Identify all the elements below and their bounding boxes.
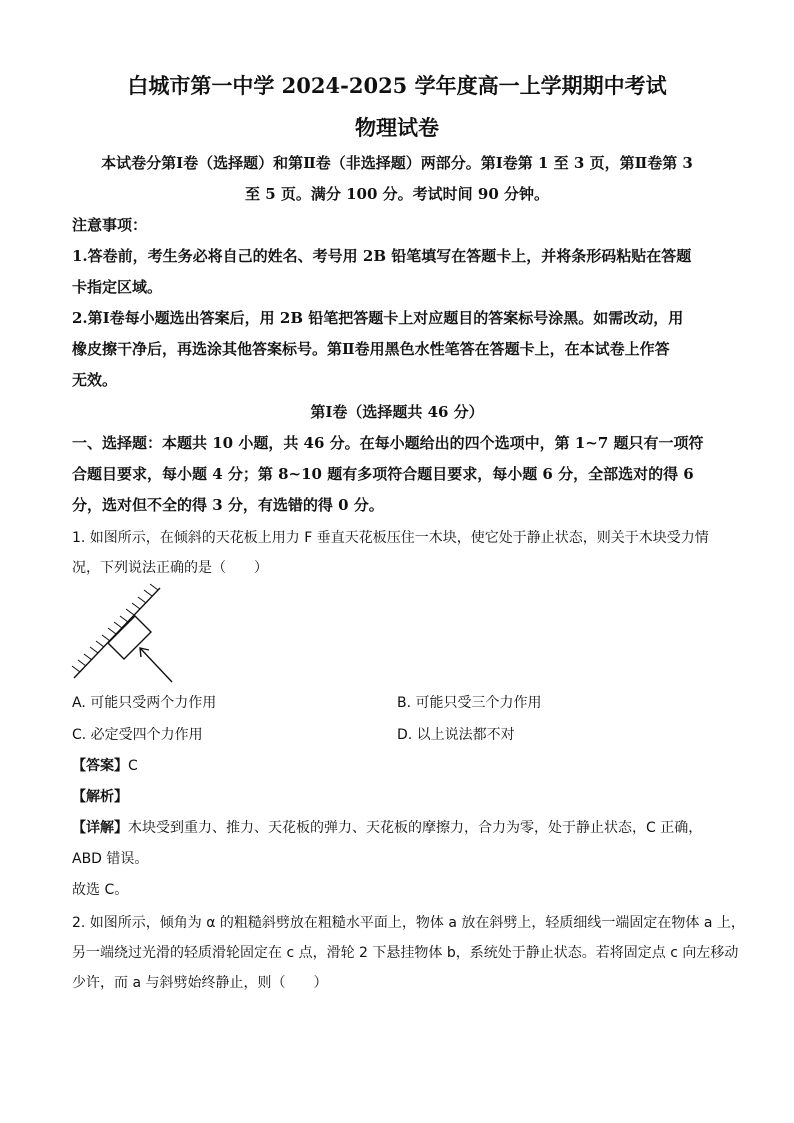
q1-stem-line-2: 况，下列说法正确的是（ ） bbox=[72, 560, 268, 576]
q1-option-a: A. 可能只受两个力作用 bbox=[72, 695, 217, 711]
section-1-heading: 第Ⅰ卷（选择题共 46 分） bbox=[310, 403, 484, 421]
q1-option-d: D. 以上说法都不对 bbox=[397, 727, 515, 743]
q2-stem-line-2: 另一端绕过光滑的轻质滑轮固定在 c 点，滑轮 2 下悬挂物体 b，系统处于静止状态。若将固定点 c 向左移动 bbox=[72, 945, 739, 961]
notes-heading: 注意事项： bbox=[72, 216, 148, 234]
exam-title: 白城市第一中学 2024-2025 学年度高一上学期期中考试 bbox=[127, 73, 667, 98]
q1-detail-line-1 bbox=[72, 817, 702, 837]
q1-conclusion: 故选 C。 bbox=[72, 882, 129, 898]
q1-answer bbox=[72, 755, 138, 775]
inclined-ceiling-line bbox=[74, 588, 160, 678]
answer-value: C bbox=[128, 758, 138, 774]
detail-text: 木块受到重力、推力、天花板的弹力、天花板的摩擦力，合力为零，处于静止状态，C 正确， bbox=[128, 820, 703, 836]
ceiling-block-diagram bbox=[68, 580, 178, 685]
detail-tag: 【详解】 bbox=[72, 820, 128, 836]
q1-option-b: B. 可能只受三个力作用 bbox=[397, 695, 542, 711]
ceiling-hatching bbox=[72, 584, 158, 672]
intro-line-2: 至 5 页。满分 100 分。考试时间 90 分钟。 bbox=[245, 185, 549, 203]
q1-detail-line-2: ABD 错误。 bbox=[72, 851, 149, 867]
section-1-line-1: 一、选择题：本题共 10 小题，共 46 分。在每小题给出的四个选项中，第 1~7 题只有一项符 bbox=[72, 434, 704, 452]
force-f-arrow-shaft bbox=[140, 648, 172, 682]
answer-tag: 【答案】 bbox=[72, 758, 128, 774]
q2-stem-line-1: 2. 如图所示，倾角为 α 的粗糙斜劈放在粗糙水平面上，物体 a 放在斜劈上，轻质细线一端固定在物体 a 上， bbox=[72, 915, 745, 931]
intro-line-1: 本试卷分第Ⅰ卷（选择题）和第Ⅱ卷（非选择题）两部分。第Ⅰ卷第 1 至 3 页，第Ⅱ卷第 3 bbox=[101, 154, 693, 172]
q1-stem-line-1: 1. 如图所示，在倾斜的天花板上用力 F 垂直天花板压住一木块，使它处于静止状态，则关于木块受力情 bbox=[72, 530, 709, 546]
note-2-line-1: 2.第Ⅰ卷每小题选出答案后，用 2B 铅笔把答题卡上对应题目的答案标号涂黑。如需改动，用 bbox=[72, 309, 684, 327]
section-1-line-3: 分，选对但不全的得 3 分，有选错的得 0 分。 bbox=[72, 496, 384, 514]
section-1-line-2: 合题目要求，每小题 4 分；第 8~10 题有多项符合题目要求，每小题 6 分，全部选对的得 6 bbox=[72, 465, 694, 483]
note-1-line-2: 卡指定区域。 bbox=[72, 278, 163, 296]
q1-analysis-tag: 【解析】 bbox=[72, 789, 128, 805]
note-2-line-3: 无效。 bbox=[72, 371, 118, 389]
q2-stem-line-3: 少许，而 a 与斜劈始终静止，则（ ） bbox=[72, 975, 328, 991]
exam-subtitle: 物理试卷 bbox=[355, 115, 439, 140]
q1-ceiling-block-figure bbox=[68, 580, 178, 689]
note-2-line-2: 橡皮擦干净后，再选涂其他答案标号。第Ⅱ卷用黑色水性笔答在答题卡上，在本试卷上作答 bbox=[72, 340, 670, 358]
q1-option-c: C. 必定受四个力作用 bbox=[72, 727, 203, 743]
note-1-line-1: 1.答卷前，考生务必将自己的姓名、考号用 2B 铅笔填写在答题卡上，并将条形码粘贴在答题 bbox=[72, 247, 692, 265]
